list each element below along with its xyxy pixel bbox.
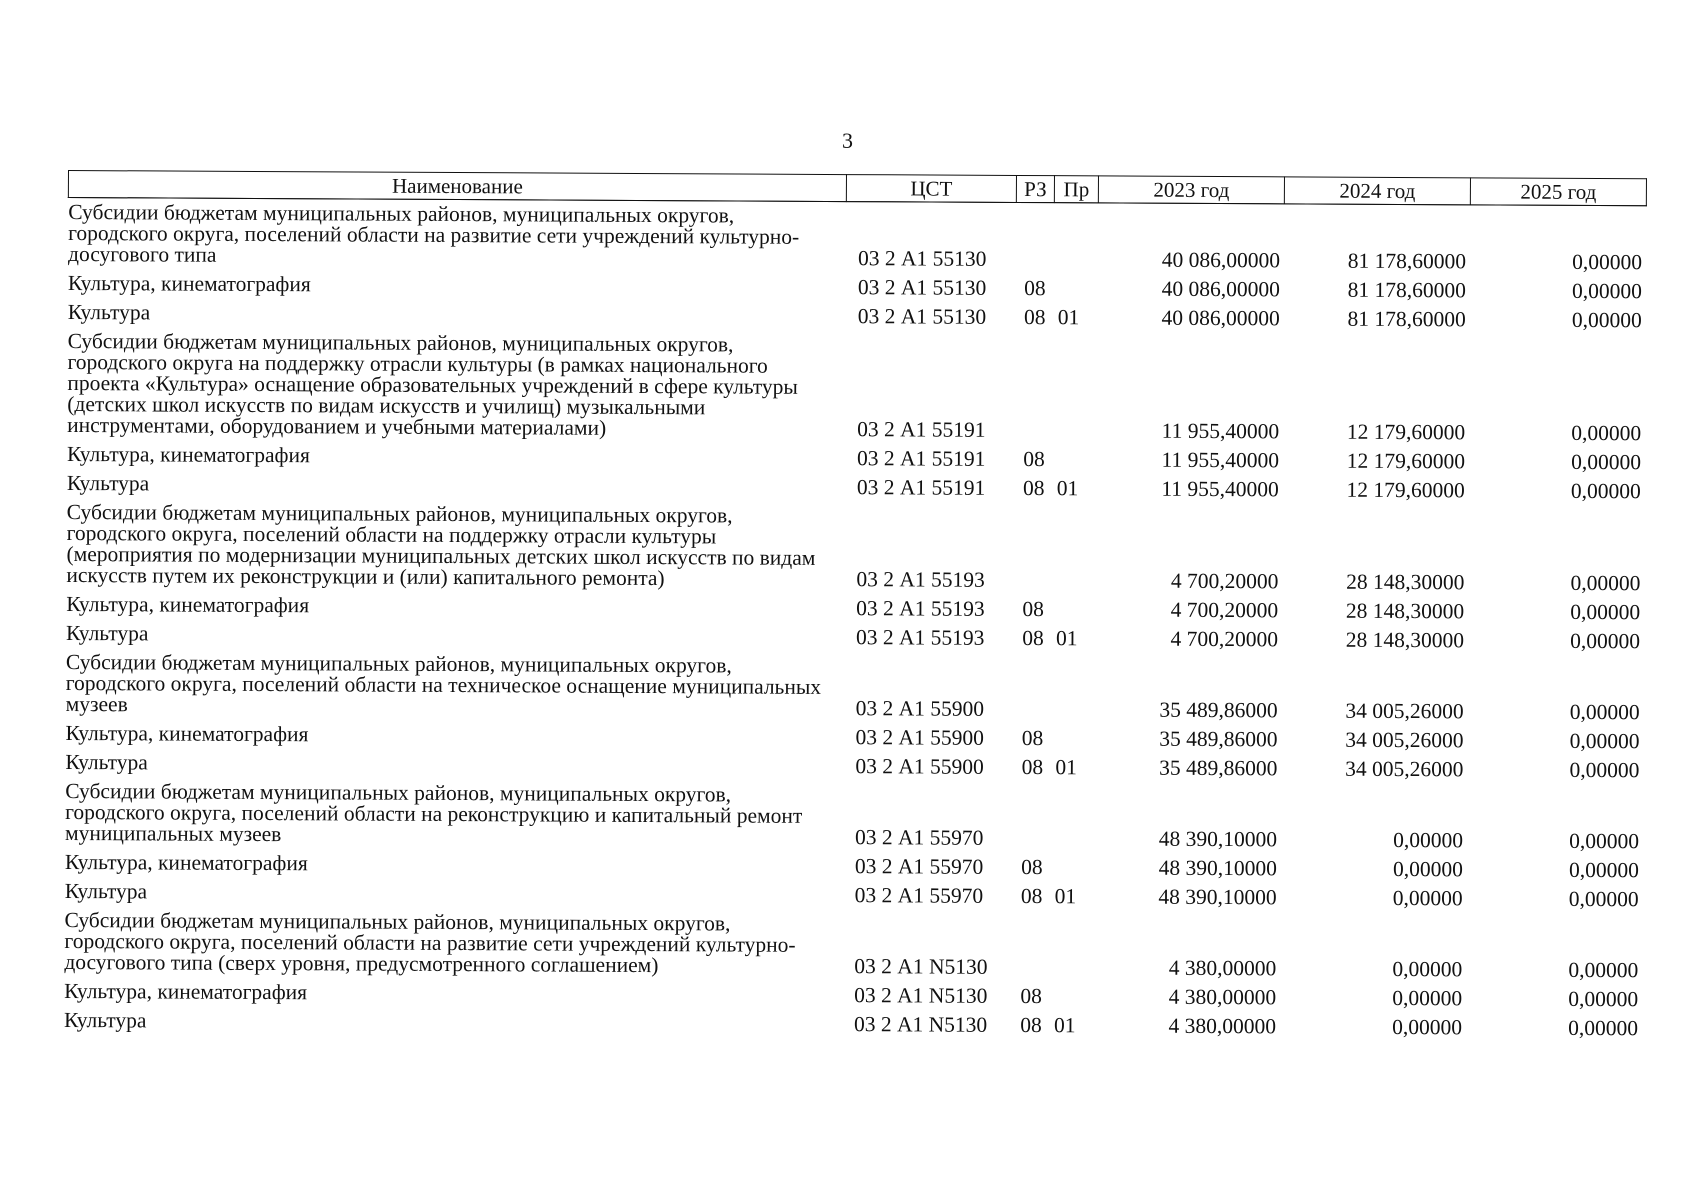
- row-name: Культура: [63, 1007, 147, 1033]
- row-cst: 03 2 А1 55130: [857, 246, 987, 271]
- header-name: Наименование: [68, 171, 846, 202]
- row-amount-2025: 0,00000: [1571, 278, 1642, 304]
- row-name: Культура: [67, 300, 151, 325]
- table-row: [66, 498, 1644, 598]
- table-row: [64, 906, 1642, 985]
- row-name: Культура, кинематография: [66, 441, 310, 468]
- row-name: Культура: [66, 470, 150, 496]
- row-amount-2025: 0,00000: [1568, 857, 1639, 883]
- row-amount-2024: 81 178,60000: [1347, 277, 1466, 303]
- row-pr: [1054, 203, 1098, 275]
- row-amount-2024: 34 005,26000: [1345, 727, 1464, 753]
- row-rz: [1016, 202, 1054, 274]
- row-rz: 08: [1023, 447, 1045, 472]
- row-amount-2024: 12 179,60000: [1346, 448, 1466, 474]
- row-amount-2025: 0,00000: [1571, 420, 1642, 446]
- row-amount-2024: 0,00000: [1392, 885, 1463, 911]
- row-amount-2024: 34 005,26000: [1345, 756, 1464, 782]
- row-name: Культура, кинематография: [66, 591, 310, 618]
- row-name: Культура: [65, 749, 148, 775]
- row-cst: 03 2 А1 55191: [857, 417, 986, 442]
- row-cst: 03 2 А1 55191: [856, 446, 986, 471]
- row-amount-2023: 4 700,20000: [1170, 568, 1279, 594]
- row-name: Субсидии бюджетам муниципальных районов, муниципальных округов, городского округа, поселений области на поддержку отрасли культуры (мероприятия по модернизации муниципальных детских школ искусств по видам искусств путем их реконструкции и (или) капитального ремонта): [66, 499, 816, 591]
- row-amount-2023: 35 489,86000: [1159, 726, 1278, 752]
- row-rz: 08: [1020, 883, 1043, 909]
- row-amount-2025: 0,00000: [1568, 1015, 1639, 1041]
- budget-table: [63, 170, 1647, 1043]
- row-amount-2023: 40 086,00000: [1161, 276, 1280, 302]
- row-amount-2023: 40 086,00000: [1161, 305, 1280, 331]
- row-cst: 03 2 А1 55193: [856, 567, 985, 592]
- row-amount-2023: 4 380,00000: [1168, 1013, 1277, 1039]
- row-cst: 03 2 А1 55970: [854, 854, 984, 879]
- row-rz: 08: [1024, 276, 1046, 301]
- row-amount-2023: 4 700,20000: [1170, 597, 1279, 623]
- row-amount-2023: 11 955,40000: [1161, 476, 1279, 502]
- row-pr: 01: [1056, 476, 1079, 501]
- row-amount-2025: 0,00000: [1571, 449, 1642, 475]
- row-rz: [1015, 332, 1054, 445]
- row-amount-2024: 81 178,60000: [1347, 306, 1466, 332]
- row-rz: 08: [1022, 597, 1045, 622]
- row-cst: 03 2 А1 55193: [856, 625, 985, 650]
- row-amount-2023: 40 086,00000: [1161, 247, 1281, 273]
- row-pr: [1050, 982, 1094, 1011]
- row-name: Субсидии бюджетам муниципальных районов, муниципальных округов, городского округа, поселений области на развитие сети учреждений культурно-досугового типа: [67, 200, 800, 267]
- header-2023: 2023 год: [1098, 176, 1284, 204]
- row-amount-2025: 0,00000: [1572, 249, 1643, 275]
- row-pr: 01: [1055, 755, 1077, 780]
- row-amount-2025: 0,00000: [1570, 478, 1641, 504]
- row-pr: [1054, 274, 1098, 303]
- row-amount-2023: 48 390,10000: [1158, 855, 1277, 881]
- row-rz: 08: [1023, 305, 1046, 330]
- header-pr: Пр: [1054, 176, 1098, 203]
- row-amount-2025: 0,00000: [1570, 628, 1641, 654]
- row-rz: 08: [1022, 626, 1044, 651]
- row-pr: 01: [1055, 626, 1078, 651]
- row-amount-2023: 4 380,00000: [1168, 984, 1277, 1010]
- row-amount-2024: 28 148,30000: [1345, 627, 1465, 653]
- row-name: Культура, кинематография: [64, 849, 308, 876]
- row-name: Культура, кинематография: [67, 271, 311, 297]
- row-rz: [1014, 503, 1052, 595]
- row-amount-2025: 0,00000: [1569, 828, 1640, 854]
- row-cst: 03 2 А1 N5130: [854, 983, 988, 1008]
- row-pr: [1051, 724, 1095, 753]
- header-cst: ЦСТ: [846, 175, 1016, 203]
- row-cst: 03 2 А1 55130: [857, 304, 987, 329]
- row-rz: 08: [1021, 855, 1043, 880]
- row-amount-2024: 0,00000: [1392, 1014, 1463, 1040]
- row-amount-2023: 35 489,86000: [1159, 697, 1278, 723]
- table-row: [68, 198, 1646, 278]
- row-rz: 08: [1023, 476, 1045, 501]
- row-name: Субсидии бюджетам муниципальных районов, муниципальных округов, городского округа, поселений области на реконструкцию и капитальный ремонт муниципальных музеев: [64, 778, 803, 847]
- row-cst: 03 2 А1 55900: [855, 696, 985, 721]
- header-rz: РЗ: [1016, 175, 1054, 202]
- row-name: Культура, кинематография: [64, 978, 308, 1005]
- table-row: [66, 648, 1644, 727]
- row-amount-2025: 0,00000: [1570, 570, 1641, 596]
- row-amount-2025: 0,00000: [1570, 599, 1641, 625]
- header-2024: 2024 год: [1284, 177, 1470, 205]
- row-rz: [1012, 911, 1050, 982]
- row-amount-2025: 0,00000: [1569, 728, 1640, 754]
- row-name: Культура: [66, 620, 149, 646]
- row-pr: [1052, 653, 1096, 724]
- row-amount-2023: 48 390,10000: [1158, 826, 1278, 852]
- page-number: 3: [842, 128, 853, 153]
- row-rz: 08: [1020, 1012, 1042, 1038]
- row-cst: 03 2 А1 55130: [857, 275, 987, 300]
- row-pr: [1051, 853, 1095, 882]
- row-amount-2025: 0,00000: [1568, 986, 1639, 1012]
- row-cst: 03 2 А1 55193: [856, 596, 985, 621]
- row-amount-2024: 34 005,26000: [1345, 698, 1464, 724]
- row-name: Культура: [64, 878, 148, 904]
- row-cst: 03 2 А1 55970: [854, 883, 984, 908]
- row-pr: [1051, 782, 1095, 853]
- row-amount-2024: 0,00000: [1392, 985, 1463, 1011]
- row-rz: 08: [1020, 983, 1043, 1009]
- row-pr: [1053, 445, 1097, 474]
- row-amount-2025: 0,00000: [1568, 886, 1639, 912]
- row-amount-2024: 28 148,30000: [1346, 569, 1465, 595]
- row-pr: [1053, 332, 1098, 445]
- row-cst: 03 2 А1 55900: [855, 725, 985, 750]
- row-amount-2023: 35 489,86000: [1159, 755, 1278, 781]
- row-amount-2024: 0,00000: [1393, 827, 1464, 853]
- row-pr: 01: [1053, 1013, 1076, 1038]
- row-rz: 08: [1021, 755, 1044, 780]
- row-pr: 01: [1054, 884, 1077, 909]
- row-name: Субсидии бюджетам муниципальных районов, муниципальных округов, городского округа, поселений области на техническое оснащение муниципальных музеев: [65, 649, 822, 717]
- row-rz: [1014, 653, 1052, 724]
- row-name: Культура, кинематография: [65, 720, 309, 747]
- row-amount-2024: 12 179,60000: [1346, 419, 1466, 445]
- row-amount-2023: 4 380,00000: [1168, 955, 1277, 981]
- row-amount-2024: 28 148,30000: [1345, 598, 1465, 624]
- header-2025: 2025 год: [1470, 178, 1646, 206]
- row-pr: [1052, 503, 1096, 595]
- row-pr: 01: [1057, 305, 1080, 330]
- row-amount-2023: 11 955,40000: [1161, 447, 1280, 473]
- row-cst: 03 2 А1 55191: [856, 475, 986, 500]
- row-amount-2024: 0,00000: [1392, 956, 1463, 982]
- row-amount-2025: 0,00000: [1569, 699, 1640, 725]
- row-amount-2024: 81 178,60000: [1347, 248, 1467, 274]
- budget-document: [63, 170, 1646, 1043]
- row-amount-2024: 0,00000: [1392, 856, 1463, 882]
- table-body: [64, 198, 1646, 1044]
- row-name: Субсидии бюджетам муниципальных районов, муниципальных округов, городского округа на поддержку отрасли культуры (в рамках национального проекта «Культура» оснащение образовательных учреждений в сфере культуры (детских школ искусств по видам искусств и училищ) музыкальными инструментами, оборудованием и учебными материалами): [67, 329, 798, 440]
- row-amount-2023: 4 700,20000: [1170, 626, 1279, 652]
- row-cst: 03 2 А1 55900: [855, 754, 984, 779]
- row-amount-2024: 12 179,60000: [1346, 477, 1465, 503]
- row-amount-2025: 0,00000: [1571, 307, 1642, 333]
- row-amount-2025: 0,00000: [1569, 757, 1640, 783]
- row-cst: 03 2 А1 55970: [854, 825, 984, 850]
- row-amount-2023: 11 955,40000: [1161, 418, 1280, 444]
- row-amount-2025: 0,00000: [1568, 957, 1639, 983]
- row-pr: [1050, 911, 1094, 982]
- row-rz: [1013, 782, 1051, 853]
- row-pr: [1052, 595, 1096, 624]
- row-cst: 03 2 А1 N5130: [853, 1012, 988, 1037]
- row-rz: 08: [1021, 726, 1044, 751]
- table-row: [65, 777, 1643, 856]
- row-amount-2023: 48 390,10000: [1158, 884, 1277, 910]
- table-row: [67, 327, 1646, 448]
- row-name: Субсидии бюджетам муниципальных районов, муниципальных округов, городского округа, поселений области на развитие сети учреждений культурно-досугового типа (сверх уровня, предусмотренного соглашением): [64, 907, 796, 978]
- row-cst: 03 2 А1 N5130: [854, 954, 988, 979]
